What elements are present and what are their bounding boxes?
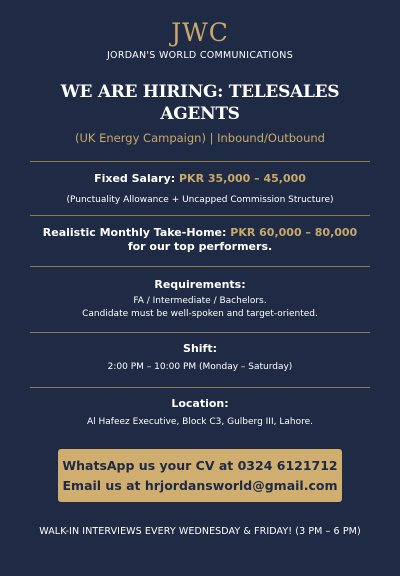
walk-in-notice: WALK-IN INTERVIEWS EVERY WEDNESDAY & FRIDAY! (3 PM – 6 PM): [39, 526, 361, 537]
location-label: Location:: [171, 397, 229, 410]
company-logo: JWC: [171, 18, 229, 47]
requirements-education: FA / Intermediate / Bachelors.: [133, 296, 267, 306]
take-home-label: Realistic Monthly Take-Home:: [42, 226, 227, 239]
salary-section: [28, 162, 372, 207]
requirements-label: Requirements:: [154, 278, 246, 291]
campaign-subtitle: (UK Energy Campaign) | Inbound/Outbound: [75, 131, 325, 145]
company-name: JORDAN'S WORLD COMMUNICATIONS: [106, 50, 294, 61]
salary-note: (Punctuality Allowance + Uncapped Commission Structure): [66, 195, 334, 205]
requirements-section: [28, 267, 372, 321]
salary-label: Fixed Salary:: [94, 172, 176, 185]
shift-value: 2:00 PM – 10:00 PM (Monday – Saturday): [107, 362, 293, 372]
take-home-note: for our top performers.: [127, 240, 273, 253]
take-home-section: [28, 216, 372, 254]
requirements-skills: Candidate must be well-spoken and target-oriented.: [82, 309, 318, 319]
email-cta: Email us at hrjordansworld@gmail.com: [62, 478, 338, 493]
take-home-value: PKR 60,000 – 80,000: [230, 226, 358, 239]
shift-section: [28, 333, 372, 374]
contact-banner: [58, 449, 342, 502]
shift-label: Shift:: [183, 342, 217, 355]
page-title: WE ARE HIRING: TELESALES AGENTS: [60, 82, 340, 124]
salary-value: PKR 35,000 – 45,000: [178, 172, 306, 185]
location-section: [28, 388, 372, 429]
location-value: Al Hafeez Executive, Block C3, Gulberg III, Lahore.: [87, 417, 313, 427]
whatsapp-cta: WhatsApp us your CV at 0324 6121712: [62, 458, 338, 473]
